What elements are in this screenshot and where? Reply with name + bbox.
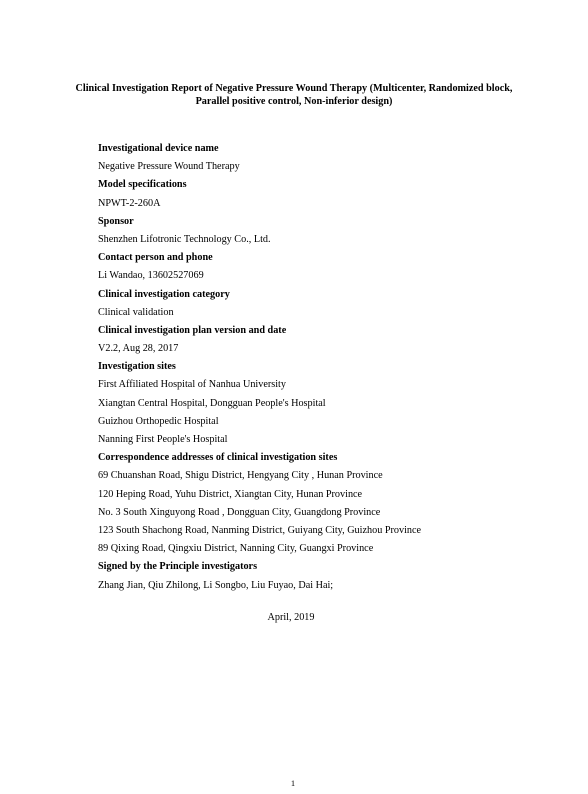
field-label-contact: Contact person and phone — [98, 252, 213, 264]
address-item: 89 Qixing Road, Qingxiu District, Nanning City, Guangxi Province — [98, 543, 374, 555]
field-label-model: Model specifications — [98, 179, 187, 191]
page-number: 1 — [290, 778, 296, 788]
field-value-device-name: Negative Pressure Wound Therapy — [98, 161, 240, 173]
address-item: No. 3 South Xinguyong Road , Dongguan City, Guangdong Province — [98, 506, 381, 518]
field-value-investigators: Zhang Jian, Qiu Zhilong, Li Songbo, Liu Fuyao, Dai Hai; — [98, 579, 334, 591]
field-label-addresses: Correspondence addresses of clinical investigation sites — [98, 452, 338, 464]
report-date: April, 2019 — [267, 612, 315, 623]
field-label-investigators: Signed by the Principle investigators — [98, 561, 258, 573]
field-label-device-name: Investigational device name — [98, 143, 219, 154]
field-label-sponsor: Sponsor — [98, 215, 134, 227]
site-item: Guizhou Orthopedic Hospital — [98, 415, 219, 427]
field-value-category: Clinical validation — [98, 306, 174, 318]
field-value-model: NPWT-2-260A — [98, 197, 161, 209]
field-value-plan-version: V2.2, Aug 28, 2017 — [98, 343, 179, 355]
address-item: 69 Chuanshan Road, Shigu District, Hengyang City , Hunan Province — [98, 470, 383, 482]
field-label-plan-version: Clinical investigation plan version and date — [98, 324, 287, 336]
site-item: Xiangtan Central Hospital, Dongguan People's Hospital — [98, 397, 326, 409]
document-title: Clinical Investigation Report of Negative Pressure Wound Therapy (Multicenter, Randomized block, Parallel positive control, Non-inferior design) — [75, 83, 513, 107]
field-value-contact: Li Wandao, 13602527069 — [98, 270, 204, 282]
field-label-category: Clinical investigation category — [98, 288, 230, 300]
field-value-sponsor: Shenzhen Lifotronic Technology Co., Ltd. — [98, 233, 271, 245]
site-item: Nanning First People's Hospital — [98, 434, 228, 445]
report-fields — [98, 140, 538, 595]
address-item: 120 Heping Road, Yuhu District, Xiangtan City, Hunan Province — [98, 488, 363, 500]
address-item: 123 South Shachong Road, Nanming District, Guiyang City, Guizhou Province — [98, 524, 422, 536]
site-item: First Affiliated Hospital of Nanhua University — [98, 379, 286, 391]
field-label-sites: Investigation sites — [98, 361, 176, 373]
